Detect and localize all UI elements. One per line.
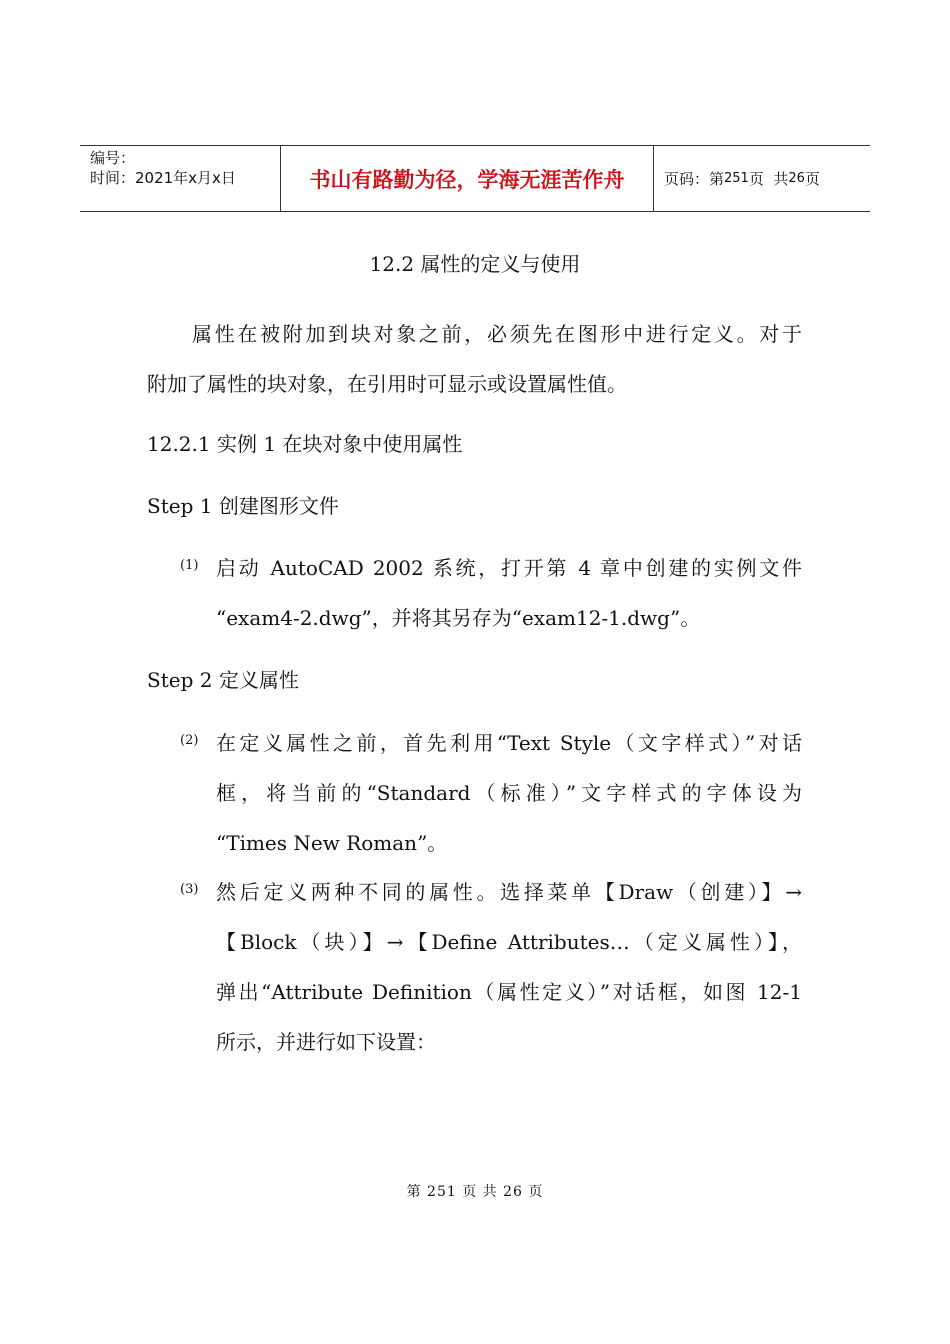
- intro-line-2: 附加了属性的块对象，在引用时可显示或设置属性值。: [147, 372, 627, 396]
- step1-title: Step 1 创建图形文件: [147, 494, 339, 518]
- page-mid: 页 共: [748, 170, 789, 188]
- header-meta-cell: [80, 146, 281, 211]
- header-page-info: [654, 146, 870, 211]
- page-current: 251: [724, 171, 749, 186]
- item-3-line-1: 然后定义两种不同的属性。选择菜单【Draw（创建）】→: [216, 880, 802, 904]
- subsection-title: 12.2.1 实例 1 在块对象中使用属性: [147, 432, 463, 456]
- time-label: 时间：2021年x月x日: [90, 169, 236, 187]
- item-3-line-4: 所示，并进行如下设置：: [216, 1030, 436, 1054]
- item-1-marker: (1): [180, 558, 199, 573]
- item-2-marker: (2): [180, 733, 199, 748]
- item-3-line-2: 【Block（块）】→【Define Attributes…（定义属性）】，: [216, 930, 802, 954]
- page-prefix: 页码：第: [664, 170, 725, 188]
- item-2-line-3: “Times New Roman”。: [216, 831, 448, 855]
- item-3-marker: (3): [180, 882, 199, 897]
- header-motto: 书山有路勤为径，学海无涯苦作舟: [281, 146, 654, 211]
- intro-line-1: 属性在被附加到块对象之前，必须先在图形中进行定义。对于: [192, 322, 802, 346]
- item-1-line-1: 启动 AutoCAD 2002 系统，打开第 4 章中创建的实例文件: [216, 556, 802, 580]
- page-total: 26: [788, 171, 805, 186]
- step2-title: Step 2 定义属性: [147, 668, 299, 692]
- section-title: 12.2 属性的定义与使用: [369, 252, 581, 276]
- document-header: [80, 145, 870, 212]
- item-2-line-1: 在定义属性之前，首先利用“Text Style（文字样式）”对话: [216, 731, 802, 755]
- page-footer: 第 251 页 共 26 页: [406, 1184, 544, 1200]
- item-3-line-3: 弹出“Attribute Definition（属性定义）”对话框，如图 12-1: [216, 980, 802, 1004]
- item-1-line-2: “exam4-2.dwg”，并将其另存为“exam12-1.dwg”。: [216, 606, 701, 630]
- page-suffix: 页: [804, 170, 820, 188]
- number-label: 编号：: [90, 149, 136, 167]
- item-2-line-2: 框，将当前的“Standard（标准）”文字样式的字体设为: [216, 781, 802, 805]
